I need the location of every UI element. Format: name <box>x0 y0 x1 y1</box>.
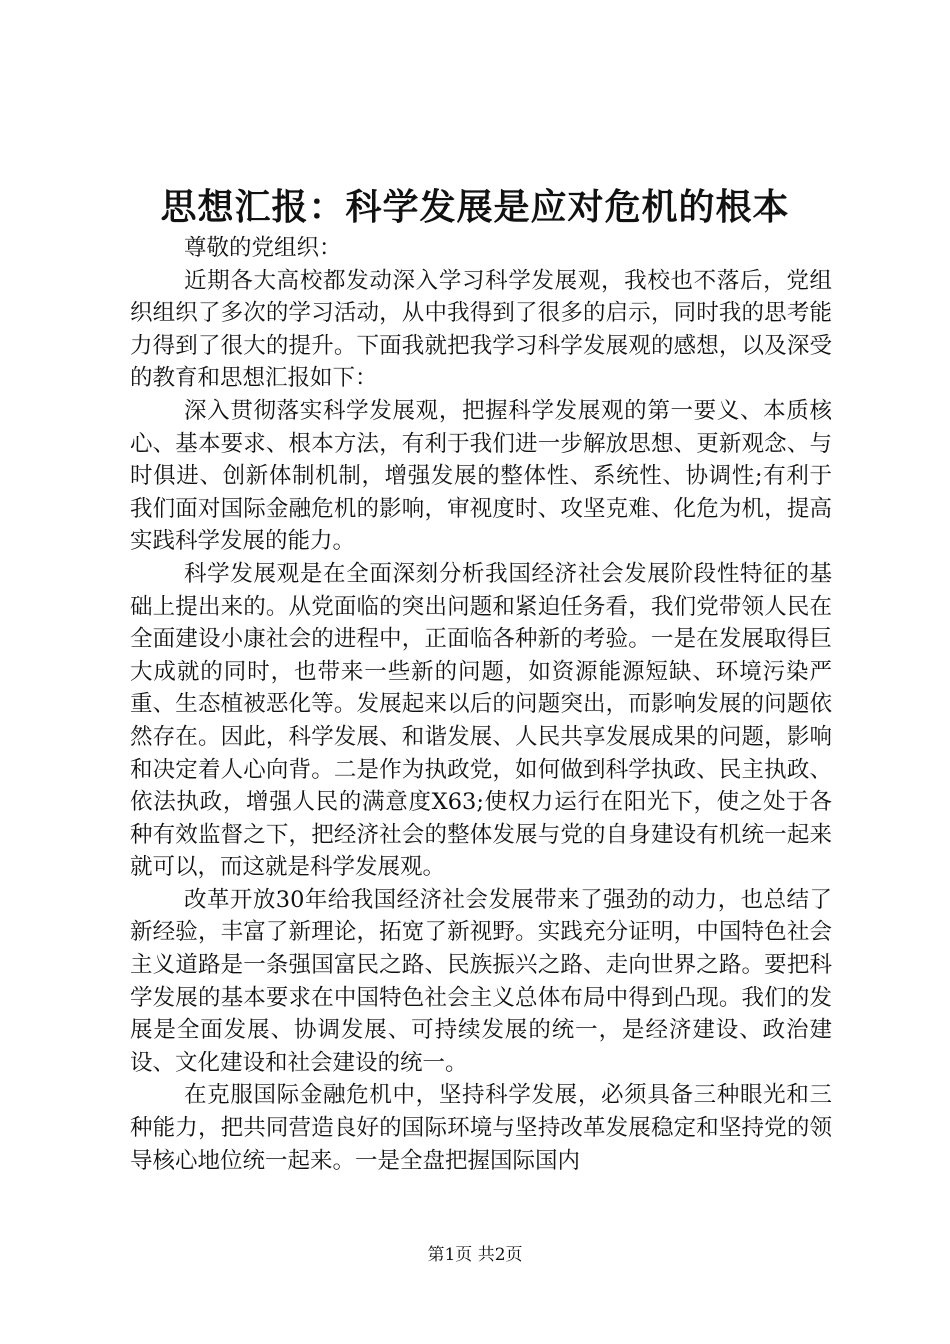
page-number-footer: 第1页 共2页 <box>427 1245 523 1265</box>
paragraph: 在克服国际金融危机中，坚持科学发展，必须具备三种眼光和三种能力，把共同营造良好的国际环境与坚持改革发展稳定和坚持党的领导核心地位统一起来。一是全盘把握国际国内 <box>130 1082 832 1174</box>
paragraph: 近期各大高校都发动深入学习科学发展观，我校也不落后，党组织组织了多次的学习活动，从中我得到了很多的启示，同时我的思考能力得到了很大的提升。下面我就把我学习科学发展观的感想，以及深受的教育和思想汇报如下： <box>130 267 832 392</box>
document-body <box>130 232 832 1177</box>
paragraph: 改革开放30年给我国经济社会发展带来了强劲的动力，也总结了新经验，丰富了新理论，拓宽了新视野。实践充分证明，中国特色社会主义道路是一条强国富民之路、民族振兴之路、走向世界之路。要把科学发展的基本要求在中国特色社会主义总体布局中得到凸现。我们的发展是全面发展、协调发展、可持续发展的统一，是经济建设、政治建设、文化建设和社会建设的统一。 <box>130 886 832 1076</box>
salutation: 尊敬的党组织： <box>184 235 342 261</box>
paragraph: 科学发展观是在全面深刻分析我国经济社会发展阶段性特征的基础上提出来的。从党面临的突出问题和紧迫任务看，我们党带领人民在全面建设小康社会的进程中，正面临各种新的考验。一是在发展取得巨大成就的同时，也带来一些新的问题，如资源能源短缺、环境污染严重、生态植被恶化等。发展起来以后的问题突出，而影响发展的问题依然存在。因此，科学发展、和谐发展、人民共享发展成果的问题，影响和决定着人心向背。二是作为执政党，如何做到科学执政、民主执政、依法执政，增强人民的满意度X63;使权力运行在阳光下，使之处于各种有效监督之下，把经济社会的整体发展与党的自身建设有机统一起来就可以，而这就是科学发展观。 <box>130 560 832 881</box>
paragraph: 深入贯彻落实科学发展观，把握科学发展观的第一要义、本质核心、基本要求、根本方法，有利于我们进一步解放思想、更新观念、与时俱进、创新体制机制，增强发展的整体性、系统性、协调性;有利于我们面对国际金融危机的影响，审视度时、攻坚克难、化危为机，提高实践科学发展的能力。 <box>130 397 832 555</box>
document-title: 思想汇报：科学发展是应对危机的根本 <box>160 187 790 228</box>
